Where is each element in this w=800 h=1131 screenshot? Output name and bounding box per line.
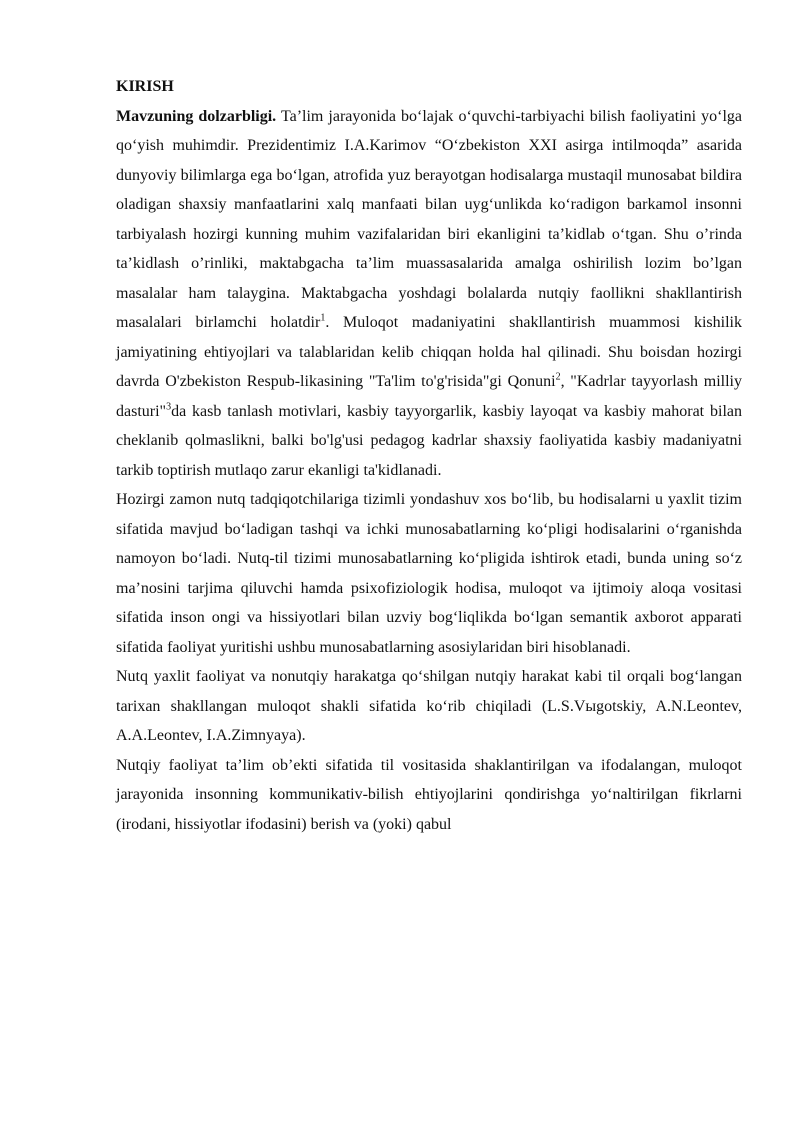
paragraph-learning-object: Nutqiy faoliyat ta’lim ob’ekti sifatida til vositasida shaklantirilgan va ifodalangan, muloqot jarayonida insonning kommunikativ-bilish ehtiyojlarini qondirishga yo‘naltirilgan fikrlarni (irodani, hissiyotlar ifodasini) berish va (yoki) qabul (116, 756, 742, 833)
paragraph-lead: Mavzuning dolzarbligi. (116, 107, 277, 125)
section-heading: KIRISH (116, 78, 174, 95)
paragraph-text: . Muloqot madaniyatini shakllantirish muammosi kishilik jamiyatining ehtiyojlari va talablaridan kelib chiqqan holda hal qilinadi. Shu boisdan hozirgi davrda O'zbekiston Respub-likasining "Ta'lim to'g'risida"gi Qonuni (116, 314, 742, 390)
footnote-ref-2[interactable]: 2 (555, 371, 561, 383)
document-page (116, 72, 742, 839)
paragraph-text: da kasb tanlash motivlari, kasbiy tayyorgarlik, kasbiy layoqat va kasbiy mahorat bilan cheklanib qolmaslikni, balki bo'lg'usi pedagog kadrlar shaxsiy faoliyatida kasbiy madaniyatni tarkib toptirish mutlaqo zarur ekanligi ta'kidlanadi. (116, 402, 742, 479)
paragraph-text: , "Kadrlar tayyorlash milliy dasturi" (116, 373, 743, 420)
paragraph-text: Ta’lim jarayonida bo‘lajak o‘quvchi-tarbiyachi bilish faoliyatini yo‘lga qo‘yish muhimdir. Prezidentimiz I.A.Karimov “O‘zbekiston XXI asirga intilmoqda” asarida dunyoviy bilimlarga ega bo‘lgan, atrofida yuz berayotgan hodisalarga mustaqil munosabat bildira oladigan shaxsiy manfaatlarini xalq manfaati bilan uyg‘unlikda ko‘radigon barkamol insonni tarbiyalash hozirgi kunning muhim vazifalaridan biri ekanligini ta’kidlab o‘tgan. Shu o’rinda ta’kidlash o’rinliki, maktabgacha ta’lim muassasalarida amalga oshirilish lozim bo’lgan masalalar ham talaygina. Maktabgacha yoshdagi bolalarda nutqiy faollikni shakllantirish masalalari birlamchi holatdir (116, 107, 743, 331)
footnote-ref-1[interactable]: 1 (320, 312, 326, 324)
paragraph-relevance (116, 102, 742, 486)
paragraph-systems-approach: Hozirgi zamon nutq tadqiqotchilariga tizimli yondashuv xos bo‘lib, bu hodisalarni u yaxlit tizim sifatida mavjud bo‘ladigan tashqi va ichki munosabatlarning ko‘pligi hodisalarini o‘rganishda namoyon bo‘ladi. Nutq-til tizimi munosabatlarning ko‘pligida ishtirok etadi, bunda uning so‘z ma’nosini tarjima qiluvchi hamda psixofiziologik hodisa, muloqot va ijtimoiy aloqa vositasi sifatida inson ongi va hissiyotlari bilan uzviy bog‘liqlikda bo‘lgan semantik axborot apparati sifatida faoliyat yuritishi ushbu munosabatlarning asosiylaridan biri hisoblanadi. (116, 491, 742, 656)
footnote-ref-3[interactable]: 3 (166, 401, 172, 413)
paragraph-speech-activity: Nutq yaxlit faoliyat va nonutqiy harakatga qo‘shilgan nutqiy harakat kabi til orqali bog‘langan tarixan shakllangan muloqot shakli sifatida ko‘rib chiqiladi (L.S.Vыgotskiy, A.N.Leontev, A.A.Leontev, I.A.Zimnyaya). (116, 668, 742, 744)
